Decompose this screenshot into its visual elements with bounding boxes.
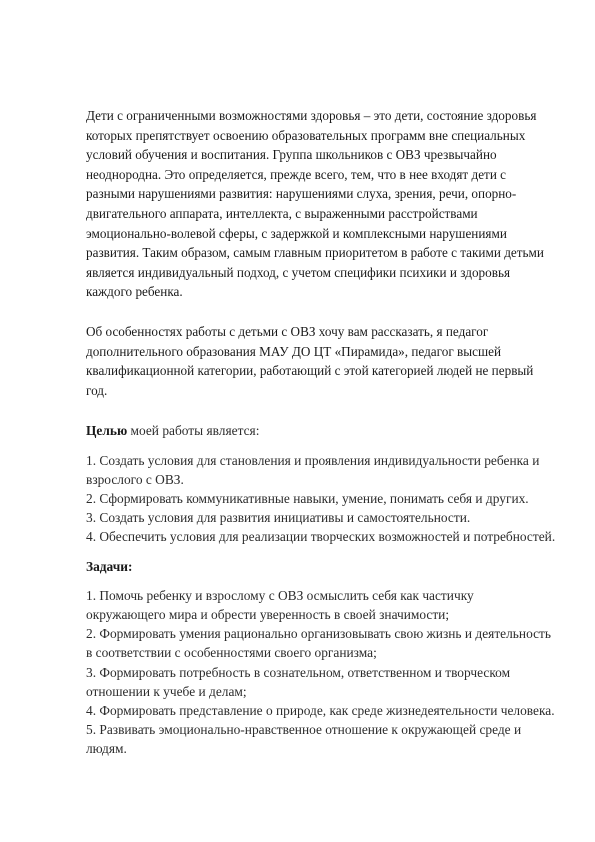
list-item: 3. Формировать потребность в сознательном, ответственном и творческом отношении к учебе и делам; [86, 664, 511, 699]
goals-heading [86, 421, 556, 440]
tasks-heading: Задачи: [86, 558, 133, 574]
list-item: 2. Сформировать коммуникативные навыки, умение, понимать себя и других. [86, 490, 529, 506]
list-item: 3. Создать условия для развития инициативы и самостоятельности. [86, 510, 471, 526]
list-item: 5. Развивать эмоционально-нравственное отношение к окружающей среде и людям. [86, 722, 522, 757]
list-item: 1. Создать условия для становления и проявления индивидуальности ребенка и взрослого с ОВЗ. [86, 452, 540, 487]
goals-section [86, 421, 556, 546]
goals-heading-rest: моей работы является: [127, 423, 260, 439]
tasks-list [86, 586, 556, 759]
goals-list [86, 451, 556, 547]
list-item: 2. Формировать умения рационально организовывать свою жизнь и деятельность в соответствии с особенностями своего организма; [86, 626, 551, 661]
document-page [86, 106, 556, 759]
tasks-section [86, 557, 556, 759]
intro-paragraph: Дети с ограниченными возможностями здоровья – это дети, состояние здоровья которых препятствует освоению образовательных программ вне специальных условий обучения и воспитания. Группа школьников с ОВЗ чрезвычайно неоднородна. Это определяется, прежде всего, тем, что в нее входят дети с разными нарушениями развития: нарушениями слуха, зрения, речи, опорно-двигательного аппарата, интеллекта, с выраженными расстройствами эмоционально-волевой сферы, с задержкой и комплексными нарушениями развития. Таким образом, самым главным приоритетом в работе с такими детьми является индивидуальный подход, с учетом специфики психики и здоровья каждого ребенка. [86, 108, 544, 300]
list-item: 4. Формировать представление о природе, как среде жизнедеятельности человека. [86, 702, 555, 718]
list-item: 1. Помочь ребенку и взрослому с ОВЗ осмыслить себя как частичку окружающего мира и обрести уверенность в своей значимости; [86, 587, 474, 622]
about-paragraph: Об особенностях работы с детьми с ОВЗ хочу вам рассказать, я педагог дополнительного образования МАУ ДО ЦТ «Пирамида», педагог высшей квалификационной категории, работающий с этой категорией людей не первый год. [86, 323, 534, 398]
list-item: 4. Обеспечить условия для реализации творческих возможностей и потребностей. [86, 529, 556, 545]
goals-heading-bold: Целью [86, 423, 128, 439]
